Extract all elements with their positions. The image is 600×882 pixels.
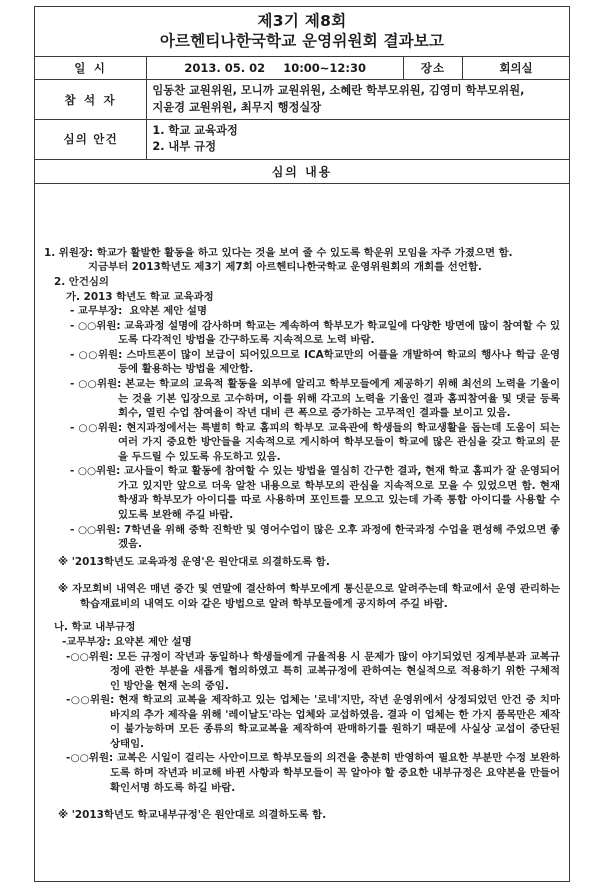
attendees-row — [35, 80, 570, 120]
a-point — [70, 377, 561, 421]
section-a-note: ※ 자모회비 내역은 매년 중간 및 연말에 결산하여 학부모에게 통신문으로 알려주는데 학교에서 운영 관리하는 학습재료비의 내역도 이와 같은 방법으로 알려 학부모들에게 공지하여 주길 바람. — [58, 583, 560, 610]
b-point — [66, 751, 560, 795]
speaker: -○○위원: — [66, 650, 114, 663]
attendees-line-2: 지윤경 교원위원, 최무지 행정실장 — [152, 100, 322, 114]
b-point — [66, 693, 560, 751]
attendees-value — [147, 80, 570, 120]
section-b-title: 나. 학교 내부규정 — [54, 621, 136, 634]
title-line-2: 아르헨티나한국학교 운영위원회 결과보고 — [159, 32, 445, 51]
agenda-item: 2. 내부 규정 — [152, 140, 217, 154]
section-a-resolution: ※ '2013학년도 교육과정 운영'은 원안대로 의결하도록 함. — [58, 555, 330, 568]
section-header-row — [35, 159, 570, 183]
a-point — [70, 304, 560, 319]
body-item-2: 2. 안건심의 — [54, 276, 109, 288]
b-point — [62, 635, 560, 650]
statement: 7학년을 위해 중학 진학반 및 영어수업이 많은 오후 과정에 한국과정 수업을 편성해 주었으면 좋겠음. — [118, 523, 560, 551]
a-point — [70, 319, 560, 348]
b-point — [66, 650, 560, 694]
speaker: - ○○위원: — [70, 421, 123, 434]
a-point — [70, 464, 560, 522]
attendees-line-1: 임동찬 교원위원, 모니까 교원위원, 소혜란 학부모위원, 김영미 학부모위원, — [152, 84, 525, 98]
speaker: - ○○위원: — [70, 319, 121, 332]
a-point — [70, 348, 560, 377]
agenda-row — [35, 120, 570, 160]
speaker: -○○위원: — [66, 694, 115, 707]
statement: 현지과정에서는 특별히 학교 홈피의 학부모 교육관에 학생들의 학교생활을 돕는데 도움이 되는 여러 가지 중요한 방안들을 지속적으로 게시하여 학부모들이 학교에 많은 관심을 갖고 학교의 문을 두드릴 수 있도록 유도하고 있음. — [118, 421, 560, 463]
section-header: 심의 내용 — [35, 159, 570, 183]
meeting-date: 2013. 05. 02 — [184, 61, 266, 76]
datetime-row — [35, 57, 570, 80]
body-row — [35, 183, 570, 881]
title-line-1: 제3기 제8회 — [257, 12, 347, 30]
a-point — [70, 523, 560, 552]
section-b-resolution: ※ '2013학년도 학교내부규정'은 원안대로 의결하도록 함. — [58, 809, 327, 822]
body-item-1-continuation: 지금부터 2013학년도 제3기 제7회 아르헨티나한국학교 운영위원회의 개회를 선언함. — [88, 261, 482, 274]
statement: 교복은 시일이 걸리는 사안이므로 학부모들의 의견을 충분히 반영하여 필요한 부분만 수정 보완하도록 하며 작년과 비교해 바뀐 사항과 학부모들이 꼭 알아야 할 중요한 내부규정은 요약본을 만들어 확인서명 하도록 하길 바람. — [110, 752, 560, 794]
agenda-item: 1. 학교 교육과정 — [152, 124, 238, 138]
place-label: 장소 — [404, 57, 463, 80]
item-1-text: 학교가 활발한 활동을 하고 있다는 것을 보여 줄 수 있도록 학운위 모임을 자주 가졌으면 함. — [96, 246, 513, 259]
content-block — [44, 243, 560, 823]
section-a-title: 가. 2013 학년도 학교 교육과정 — [66, 290, 214, 303]
statement: 교사들이 학교 활동에 참여할 수 있는 방법을 열심히 간구한 결과, 현재 학교 홈피가 잘 운영되어 가고 있지만 앞으로 더욱 알찬 내용으로 학부모의 관심을 지속적으로 모을 수 있었으면 함. 현재 학생과 학부모가 아이디를 따로 사용하며 포인트를 모으고 있는데 가족 통합 아이디를 사용할 수 있도록 보완해 주길 바람. — [118, 465, 560, 521]
datetime-label: 일 시 — [35, 57, 147, 80]
statement: 교육과정 설명에 감사하며 학교는 계속하여 학부모가 학교일에 다양한 방면에 많이 참여할 수 있도록 다각적인 방법을 간구하도록 지속적으로 노력 바람. — [118, 319, 560, 347]
speaker: - ○○위원: — [70, 523, 121, 536]
speaker: - 교무부장: — [70, 305, 123, 318]
speaker: - ○○위원: — [70, 348, 123, 361]
speaker: -교무부장: — [62, 635, 111, 648]
deliberation-content — [35, 183, 570, 881]
meeting-time: 10:00~12:30 — [283, 61, 367, 76]
agenda-label: 심의 안건 — [35, 120, 147, 160]
body-item-1 — [44, 246, 560, 261]
statement: 현재 학교의 교복을 제작하고 있는 업체는 '로네'지만, 작년 운영위에서 상정되었던 안건 중 치마바지의 추가 제작을 위해 '레이날도'라는 업체와 교섭하였음. 결과 이 업체는 한 가지 품목만은 제작이 불가능하며 모든 종류의 학교교복을 제작하여 판매하기를 원하기 때문에 사실상 교섭이 중단된 상태임. — [110, 694, 560, 750]
agenda-value — [147, 120, 570, 160]
datetime-value — [147, 57, 404, 80]
speaker: - ○○위원: — [70, 377, 122, 390]
statement: 요약본 제안 설명 — [129, 305, 207, 318]
attendees-label: 참 석 자 — [35, 80, 147, 120]
title-row — [35, 7, 570, 57]
statement: 모든 규정이 작년과 동일하나 학생들에게 규율적용 시 문제가 많이 야기되었던 징계부분과 교복규정에 관한 부분을 새롭게 협의하였고 특히 교복규정에 관하여는 현실적으로 적용하기 위한 구체적인 방안을 현재 논의 중임. — [110, 650, 560, 692]
meeting-report-table — [34, 6, 570, 882]
document-title — [35, 7, 570, 57]
statement: 스마트폰이 많이 보급이 되어있으므로 ICA학교만의 어플을 개발하여 학교의 행사나 학급 운영 등에 활용하는 방법을 제안함. — [118, 348, 560, 376]
statement: 요약본 제안 설명 — [114, 635, 192, 648]
speaker: -○○위원: — [66, 752, 114, 765]
statement: 본교는 학교의 교육적 활동을 외부에 알리고 학부모들에게 제공하기 위해 최선의 노력을 기울이는 것을 기본 입장으로 고수하며, 이를 위해 각고의 노력을 기울인 결과 홈피참여율 및 댓글 등록회수, 열린 수업 참여율이 작년 대비 큰 폭으로 증가하는 고무적인 결과를 보이고 있음. — [118, 377, 561, 420]
a-point — [70, 421, 560, 465]
item-1-marker: 1. 위원장: — [44, 246, 94, 259]
place-value: 회의실 — [462, 57, 569, 80]
speaker: - ○○위원: — [70, 465, 121, 478]
